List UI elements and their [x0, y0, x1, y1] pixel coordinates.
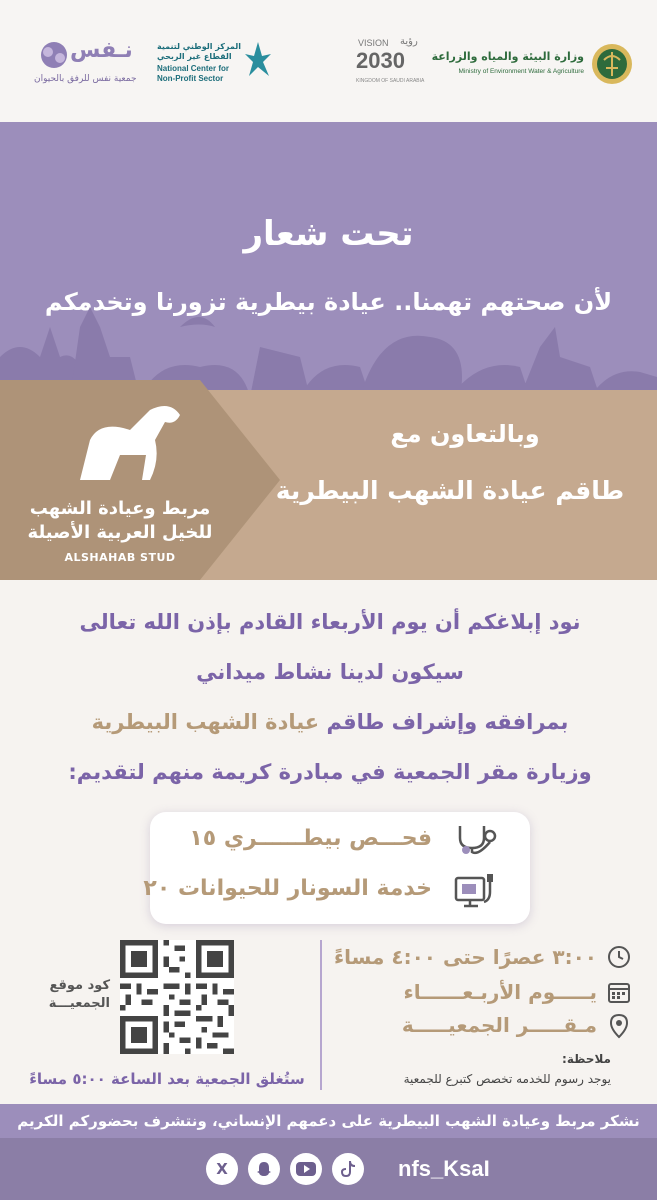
snapchat-icon[interactable] [248, 1153, 280, 1185]
location-pin-icon [607, 1013, 631, 1039]
youtube-icon[interactable] [290, 1153, 322, 1185]
vision-ar: رؤية [400, 36, 418, 47]
banner-title: تحت شعار [243, 214, 414, 254]
stethoscope-icon [454, 822, 498, 858]
ncnp-ar1: المركز الوطني لتنمية [157, 42, 241, 51]
x-icon[interactable]: X [206, 1153, 238, 1185]
stud-name-line2: للخيل العربية الأصيلة [27, 522, 213, 543]
qr-code[interactable] [120, 940, 234, 1054]
vision-year: 2030 [356, 48, 405, 73]
ncnp-ar2: القطاع غير الربحي [157, 52, 232, 61]
nafs-caption: جمعية نفس للرفق بالحيوان [34, 74, 137, 84]
cooperation-line2: طاقم عيادة الشهب البيطرية [275, 476, 625, 505]
ncnp-en2: Non-Profit Sector [157, 74, 224, 83]
stud-name-en: ALSHAHAB STUD [64, 551, 176, 564]
nafs-animal-icon [36, 40, 72, 70]
vision-en: VISION [358, 38, 389, 48]
note-text: يوجد رسوم للخدمه تخصص كتبرع للجمعية [403, 1072, 611, 1086]
note-label: ملاحظة: [562, 1052, 611, 1066]
info-time: ٣:٠٠ عصرًا حتى ٤:٠٠ مساءً [333, 945, 597, 969]
ministry-ar: وزارة البيئة والمياه والزراعة [431, 50, 584, 63]
ultrasound-icon [454, 872, 498, 916]
announcement-line2: سيكون لدينا نشاط ميداني [196, 660, 464, 684]
nafs-logo [30, 34, 140, 94]
ncnp-en1: National Center for [157, 64, 230, 73]
announcement-line3-b: عيادة الشهب البيطرية [91, 710, 320, 734]
footer [0, 1138, 657, 1200]
info-divider [320, 940, 322, 1090]
horse-icon [60, 400, 190, 490]
closing-note: ستُغلق الجمعية بعد الساعة ٥:٠٠ مساءً [29, 1070, 305, 1088]
social-handle[interactable]: nfs_KsaI [398, 1156, 490, 1181]
banner-slogan: لأن صحتهم تهمنا.. عيادة بيطرية تزورنا وتخدمكم [44, 288, 613, 316]
nafs-name: نـفس [70, 38, 133, 63]
services-card [143, 812, 530, 924]
ncnp-star-icon [245, 42, 271, 82]
announcement-line4: وزيارة مقر الجمعية في مبادرة كريمة منهم لتقديم: [68, 760, 592, 784]
info-day: يـــــوم الأربـعــــــاء [403, 980, 597, 1004]
qr-label-line2: الجمعيـــة [48, 996, 110, 1011]
announcement-line1: نود إبلاغكم أن يوم الأربعاء القادم بإذن الله تعالى [79, 610, 581, 634]
ministry-emblem-icon [590, 42, 634, 86]
slogan-banner [0, 122, 657, 397]
service-sonar: خدمة السونار للحيوانات ٢٠ [143, 876, 432, 901]
info-place: مـقـــــر الجمعيـــــة [401, 1013, 597, 1037]
announcement-line3 [30, 710, 630, 734]
vision-2030-logo [354, 38, 434, 92]
stud-name-line1: مربط وعيادة الشهب [29, 498, 211, 519]
qr-label-line1: كود موقع [49, 978, 110, 993]
clock-icon [607, 945, 631, 969]
vision-caption: KINGDOM OF SAUDI ARABIA [356, 78, 425, 84]
thanks-band: نشكر مربط وعيادة الشهب البيطرية على دعمهم الإنساني، ونتشرف بحضوركم الكريم [0, 1104, 657, 1138]
announcement-line3-a: بمرافقه وإشراف طاقم [319, 710, 569, 734]
ncnp-logo [155, 42, 275, 92]
header-logos [0, 0, 657, 122]
ministry-logo [431, 42, 640, 92]
tiktok-icon[interactable] [332, 1153, 364, 1185]
service-checkup: فحـــص بيطــــــري ١٥ [189, 826, 432, 851]
calendar-icon [607, 980, 631, 1004]
cooperation-line1: وبالتعاون مع [390, 420, 540, 448]
ministry-en: Ministry of Environment Water & Agriculture [458, 68, 584, 75]
